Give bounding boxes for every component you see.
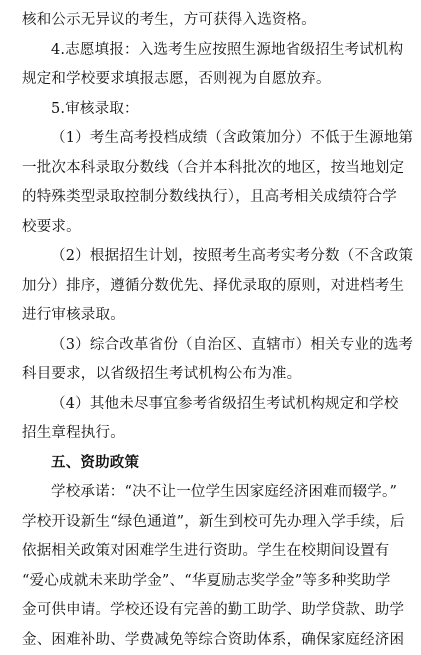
text-line: 招生章程执行。 <box>22 419 403 449</box>
text-line: 进行审核录取。 <box>22 301 403 331</box>
text-line: 4.志愿填报：入选考生应按照生源地省级招生考试机构 <box>22 36 403 66</box>
text-line: “爱心成就未来助学金”、“华夏励志奖学金”等多种奖助学 <box>22 567 403 597</box>
text-line: 加分）排序，遵循分数优先、择优录取的原则，对进档考生 <box>22 272 403 302</box>
text-line: 一批次本科录取分数线（合并本科批次的地区，按当地划定 <box>22 154 403 184</box>
text-line: （1）考生高考投档成绩（含政策加分）不低于生源地第 <box>22 124 403 154</box>
text-line: 金可供申请。学校还设有完善的勤工助学、助学贷款、助学 <box>22 596 403 626</box>
text-line: 5.审核录取： <box>22 95 403 125</box>
text-line: 的特殊类型录取控制分数线执行），且高考相关成绩符合学 <box>22 183 403 213</box>
section-heading: 五、资助政策 <box>22 449 403 479</box>
text-line: 学校承诺：“决不让一位学生因家庭经济困难而辍学。” <box>22 478 403 508</box>
text-line: 科目要求，以省级招生考试机构公布为准。 <box>22 360 403 390</box>
text-line: 核和公示无异议的考生，方可获得入选资格。 <box>22 6 403 36</box>
text-line: 学校开设新生“绿色通道”，新生到校可先办理入学手续，后 <box>22 508 403 538</box>
text-line: （4）其他未尽事宜参考省级招生考试机构规定和学校 <box>22 390 403 420</box>
text-line: 校要求。 <box>22 213 403 243</box>
text-line: 规定和学校要求填报志愿，否则视为自愿放弃。 <box>22 65 403 95</box>
text-line: 依据相关政策对困难学生进行资助。学生在校期间设置有 <box>22 537 403 567</box>
text-line: （2）根据招生计划，按照考生高考实考分数（不含政策 <box>22 242 403 272</box>
text-line: （3）综合改革省份（自治区、直辖市）相关专业的选考 <box>22 331 403 361</box>
text-line: 金、困难补助、学费减免等综合资助体系，确保家庭经济困 <box>22 626 403 655</box>
